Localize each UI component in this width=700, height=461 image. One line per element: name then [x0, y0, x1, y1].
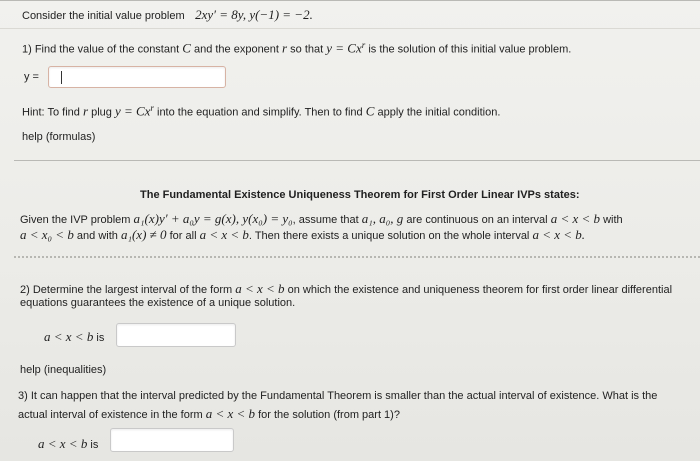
part1-question: 1) Find the value of the constant C and the exponent r so that $y = Cx^r$ is the solution of this initial value problem. [22, 40, 572, 56]
ode-equation: 2xy′ = 8y, y(−1) = −2. [195, 7, 313, 22]
problem-statement [22, 6, 313, 24]
answer1-label: y = [24, 71, 39, 83]
dotted-divider [14, 256, 700, 258]
part2-question-line-1: 2) Determine the largest interval of the form a < x < b on which the existence and uniqueness theorem for first order linear differential [20, 281, 673, 296]
part3-question-line-2: actual interval of existence in the form a < x < b for the solution (from part 1)? [18, 406, 400, 421]
answer2-label: a < x < b is [44, 329, 105, 344]
section-divider [14, 160, 700, 161]
part3-question-line-1: 3) It can happen that the interval predicted by the Fundamental Theorem is smaller than the actual interval of existence. What is the [18, 390, 658, 402]
divider [0, 28, 700, 29]
intro-text: Consider the initial value problem [22, 10, 185, 22]
help-inequalities-link[interactable]: help (inequalities) [20, 364, 107, 376]
top-border [0, 0, 700, 1]
part2-question-line-2: equations guarantees the existence of a unique solution. [20, 297, 296, 309]
text-caret [61, 71, 62, 84]
theorem-line-1: Given the IVP problem a₁(x)y′ + a₀y = g(x), y(x₀) = y₀, assume that a₁, a₀, g are continuous on an interval a < x < b with [20, 211, 623, 226]
answer3-label: a < x < b is [38, 436, 99, 451]
answer3-input[interactable] [110, 428, 234, 452]
theorem-title: The Fundamental Existence Uniqueness Theorem for First Order Linear IVPs states: [140, 189, 580, 201]
answer2-input[interactable] [116, 323, 236, 347]
help-formulas-link[interactable]: help (formulas) [22, 131, 96, 143]
theorem-line-2: a < x₀ < b and with a₁(x) ≠ 0 for all a < x < b. Then there exists a unique solution on the whole interval a < x < b. [20, 227, 586, 242]
answer1-input[interactable] [48, 66, 226, 88]
hint-text: Hint: To find r plug $y = Cx^r$ into the equation and simplify. Then to find C apply the initial condition. [22, 103, 501, 119]
